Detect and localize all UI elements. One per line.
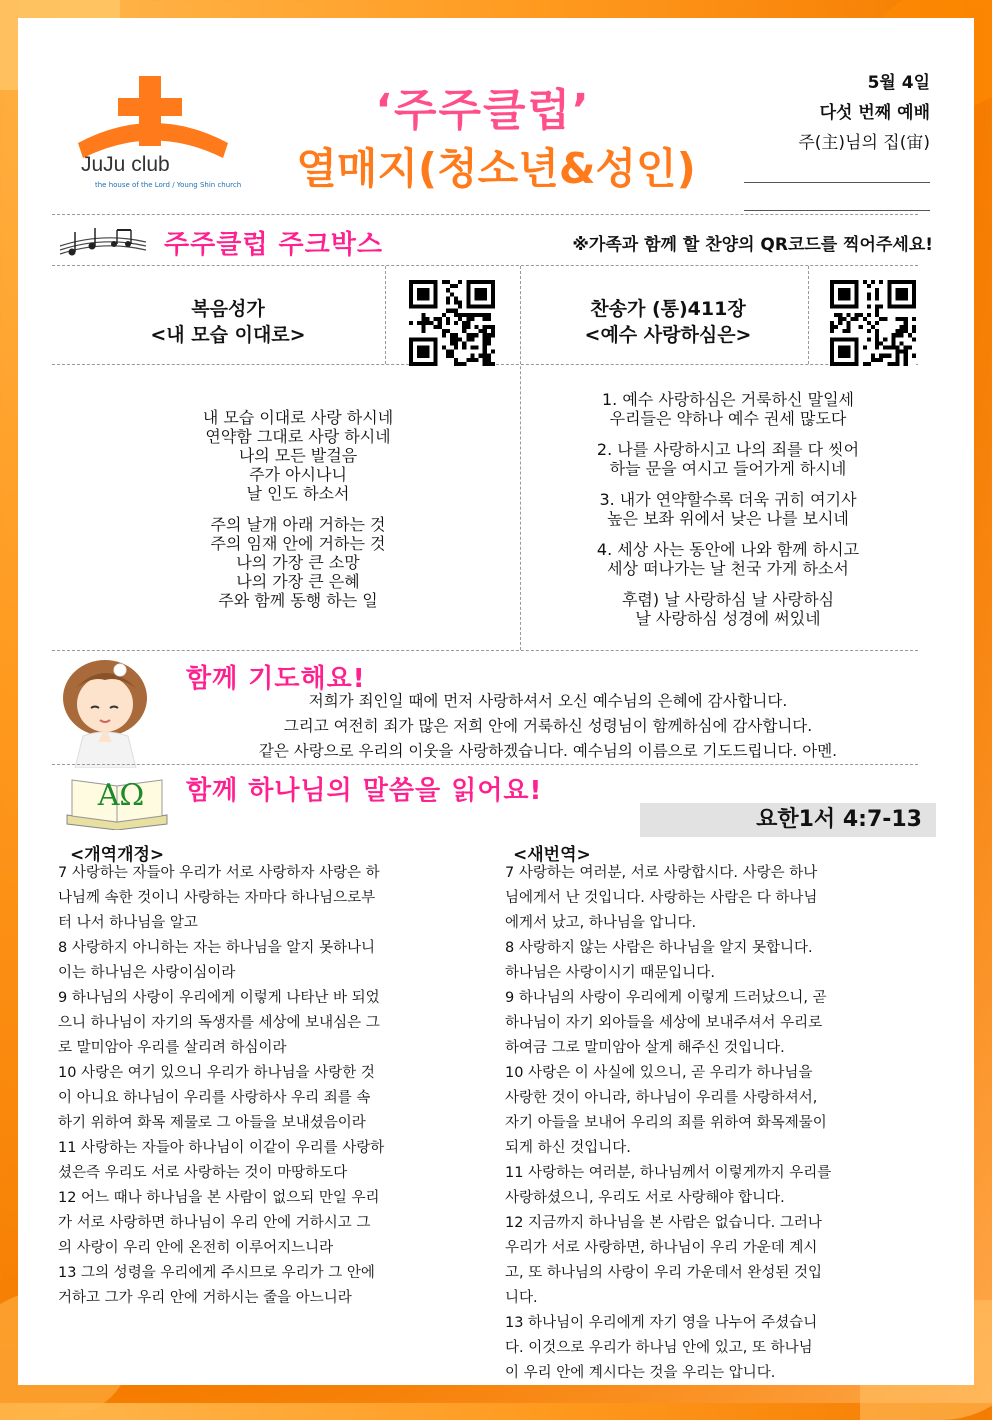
verse-line: 이 아니요 하나님이 우리를 사랑하사 우리 죄를 속 bbox=[58, 1090, 371, 1106]
divider-line bbox=[744, 210, 930, 211]
verse-line: 10 사랑은 여기 있으니 우리가 하나님을 사랑한 것 bbox=[58, 1065, 375, 1081]
lyric-line: 3. 내가 연약할수록 더욱 귀히 여기사 bbox=[599, 490, 857, 509]
lyric-line: 하늘 문을 여시고 들어가게 하시네 bbox=[609, 459, 847, 478]
verse-line: 사랑하셨으니, 우리도 서로 사랑해야 합니다. bbox=[505, 1190, 785, 1206]
dashed-divider bbox=[52, 214, 918, 215]
song-title-line: <내 모습 이대로> bbox=[150, 324, 306, 346]
logo-text: JuJu club bbox=[81, 153, 170, 176]
lyric-line: 높은 보좌 위에서 낮은 나를 보시네 bbox=[607, 509, 849, 528]
verse-line: 의 사랑이 우리 안에 온전히 이루어지느니라 bbox=[58, 1240, 334, 1256]
verse-line: 10 사랑은 이 사실에 있으니, 곧 우리가 하나님을 bbox=[505, 1065, 813, 1081]
prayer-line: 저희가 죄인일 때에 먼저 사랑하셔서 오신 예수님의 은혜에 감사합니다. bbox=[308, 692, 788, 710]
verse-line: 하나님이 자기 외아들을 세상에 보내주셔서 우리로 bbox=[505, 1015, 823, 1031]
verse-line: 되게 하신 것입니다. bbox=[505, 1140, 631, 1156]
verse-line: 하기 위하여 화목 제물로 그 아들을 보내셨음이라 bbox=[58, 1115, 366, 1131]
lyric-line: 연약함 그대로 사랑 하시네 bbox=[205, 427, 391, 446]
jukebox-title: 주주클럽 주크박스 bbox=[164, 230, 383, 260]
lyric-line bbox=[523, 478, 933, 490]
lyric-line bbox=[523, 428, 933, 440]
verse-line: 다. 이것으로 우리가 하나님 안에 있고, 또 하나님 bbox=[505, 1340, 813, 1356]
lyric-line: 2. 나를 사랑하시고 나의 죄를 다 씻어 bbox=[596, 440, 860, 459]
word-title: 함께 하나님의 말씀을 읽어요! bbox=[186, 776, 543, 806]
verse-line: 9 하나님의 사랑이 우리에게 이렇게 나타난 바 되었 bbox=[58, 990, 380, 1006]
verse-line: 13 하나님이 우리에게 자기 영을 나누어 주셨습니 bbox=[505, 1315, 818, 1331]
verse-line: 님에게서 난 것입니다. 사랑하는 사람은 다 하나님 bbox=[505, 890, 818, 906]
verse-line: 하여금 그로 말미암아 살게 해주신 것입니다. bbox=[505, 1040, 785, 1056]
dashed-divider bbox=[520, 266, 521, 650]
prayer-line: 같은 사랑으로 우리의 이웃을 사랑하겠습니다. 예수님의 이름으로 기도드립니다. 아멘. bbox=[258, 742, 838, 760]
song-title-line: 복음성가 bbox=[191, 298, 265, 320]
newsletter-sheet bbox=[18, 18, 974, 1385]
verse-line: 8 사랑하지 아니하는 자는 하나님을 알지 못하나니 bbox=[58, 940, 376, 956]
prayer-title: 함께 기도해요! bbox=[186, 664, 366, 694]
verse-line: 11 사랑하는 자들아 하나님이 이같이 우리를 사랑하 bbox=[58, 1140, 385, 1156]
lyric-line: 주가 아시나니 bbox=[249, 465, 347, 484]
logo-subtitle: the house of the Lord / Young Shin church bbox=[95, 181, 242, 189]
verse-line: 11 사랑하는 여러분, 하나님께서 이렇게까지 우리를 bbox=[505, 1165, 832, 1181]
worship-week: 다섯 번째 예배 bbox=[819, 103, 930, 123]
verse-line: 하나님은 사랑이시기 때문입니다. bbox=[505, 965, 715, 981]
verse-line: 자기 아들을 보내어 우리의 죄를 위하여 화목제물이 bbox=[505, 1115, 827, 1131]
verse-line: 로 말미암아 우리를 살리려 하심이라 bbox=[58, 1040, 287, 1056]
verse-line: 12 어느 때나 하나님을 본 사람이 없으되 만일 우리 bbox=[58, 1190, 380, 1206]
jukebox-note: ※가족과 함께 할 찬양의 QR코드를 찍어주세요! bbox=[572, 235, 933, 255]
lyric-line: 나의 가장 큰 은혜 bbox=[236, 572, 360, 591]
verse-line: 13 그의 성령을 우리에게 주시므로 우리가 그 안에 bbox=[58, 1265, 375, 1281]
alpha-omega-text: AΩ bbox=[97, 778, 145, 813]
song-title bbox=[78, 296, 378, 348]
qr-code-1[interactable] bbox=[409, 280, 495, 366]
verse-line: 고, 또 하나님의 사랑이 우리 가운데서 완성된 것입 bbox=[505, 1265, 823, 1281]
page-subtitle: 열매지(청소년&성인) bbox=[296, 144, 696, 193]
prayer-line: 그리고 여전히 죄가 많은 저희 안에 거룩하신 성령님이 함께하심에 감사합니다. bbox=[283, 717, 813, 735]
verse-line: 9 하나님의 사랑이 우리에게 이렇게 드러났으니, 곧 bbox=[505, 990, 827, 1006]
verse-line: 우리가 서로 사랑하면, 하나님이 우리 가운데 계시 bbox=[505, 1240, 818, 1256]
lyric-line: 세상 떠나가는 날 천국 가게 하소서 bbox=[607, 559, 849, 578]
verse-line: 이 우리 안에 계시다는 것을 우리는 압니다. bbox=[505, 1365, 776, 1381]
lyric-line: 4. 세상 사는 동안에 나와 함께 하시고 bbox=[596, 540, 860, 559]
verse-line: 거하고 그가 우리 안에 거하시는 줄을 아느니라 bbox=[58, 1290, 352, 1306]
verse-line: 7 사랑하는 여러분, 서로 사랑합시다. 사랑은 하나 bbox=[505, 865, 818, 881]
verses-krv bbox=[58, 861, 498, 1311]
bible-icon bbox=[62, 770, 172, 830]
divider-line bbox=[744, 182, 930, 183]
lyric-line: 주의 임재 안에 거하는 것 bbox=[210, 534, 386, 553]
lyric-line: 나의 가장 큰 소망 bbox=[236, 553, 360, 572]
lyric-line: 주의 날개 아래 거하는 것 bbox=[210, 515, 386, 534]
song-title-line: 찬송가 (통)411장 bbox=[590, 298, 746, 320]
lyric-line: 날 인도 하소서 bbox=[246, 484, 350, 503]
verse-line: 셨은즉 우리도 서로 사랑하는 것이 마땅하도다 bbox=[58, 1165, 348, 1181]
lyric-line: 1. 예수 사랑하심은 거룩하신 말일세 bbox=[602, 390, 854, 409]
verse-line: 니다. bbox=[505, 1290, 538, 1306]
verse-line: 8 사랑하지 않는 사람은 하나님을 알지 못합니다. bbox=[505, 940, 813, 956]
verse-line: 터 나서 하나님을 알고 bbox=[58, 915, 198, 931]
song-lyrics bbox=[523, 390, 933, 628]
lyric-line bbox=[523, 578, 933, 590]
verse-line: 사랑한 것이 아니라, 하나님이 우리를 사랑하셔서, bbox=[505, 1090, 818, 1106]
lyric-line: 우리들은 약하나 예수 권세 많도다 bbox=[609, 409, 847, 428]
lyric-line: 후렴) 날 사랑하심 날 사랑하심 bbox=[621, 590, 835, 609]
dashed-divider bbox=[808, 266, 809, 364]
verse-line: 7 사랑하는 자들아 우리가 서로 사랑하자 사랑은 하 bbox=[58, 865, 380, 881]
worship-place: 주(主)님의 집(宙) bbox=[798, 133, 930, 153]
song-lyrics bbox=[78, 408, 518, 610]
lyric-line: 내 모습 이대로 사랑 하시네 bbox=[202, 408, 394, 427]
verse-line: 에게서 났고, 하나님을 압니다. bbox=[505, 915, 697, 931]
song-title-line: <예수 사랑하심은> bbox=[584, 324, 752, 346]
lyric-line: 나의 모든 발걸음 bbox=[238, 446, 358, 465]
lyric-line bbox=[78, 503, 518, 515]
dashed-divider bbox=[52, 650, 918, 651]
lyric-line bbox=[523, 528, 933, 540]
scripture-reference: 요한1서 4:7-13 bbox=[640, 803, 936, 837]
verse-line: 가 서로 사랑하면 하나님이 우리 안에 거하시고 그 bbox=[58, 1215, 371, 1231]
music-notes-icon bbox=[58, 224, 148, 260]
verse-line: 12 지금까지 하나님을 본 사람은 없습니다. 그러나 bbox=[505, 1215, 822, 1231]
song-title bbox=[528, 296, 808, 348]
dashed-divider bbox=[385, 266, 386, 364]
lyric-line: 날 사랑하심 성경에 써있네 bbox=[635, 609, 821, 628]
version-label-right: <새번역> bbox=[513, 845, 591, 865]
prayer-body bbox=[138, 689, 958, 764]
verse-line: 나님께 속한 것이니 사랑하는 자마다 하나님으로부 bbox=[58, 890, 376, 906]
dashed-divider bbox=[52, 265, 918, 266]
qr-code-2[interactable] bbox=[830, 280, 916, 366]
verses-new-translation bbox=[505, 861, 935, 1386]
version-label-left: <개역개정> bbox=[70, 845, 165, 865]
date-info bbox=[744, 68, 930, 158]
verse-line: 이는 하나님은 사랑이심이라 bbox=[58, 965, 236, 981]
date: 5월 4일 bbox=[867, 73, 930, 93]
dashed-divider bbox=[52, 764, 918, 765]
verse-line: 으니 하나님이 자기의 독생자를 세상에 보내심은 그 bbox=[58, 1015, 380, 1031]
logo bbox=[73, 73, 242, 193]
page-title: ‘주주클럽’ bbox=[375, 85, 591, 136]
lyric-line: 주와 함께 동행 하는 일 bbox=[218, 591, 378, 610]
